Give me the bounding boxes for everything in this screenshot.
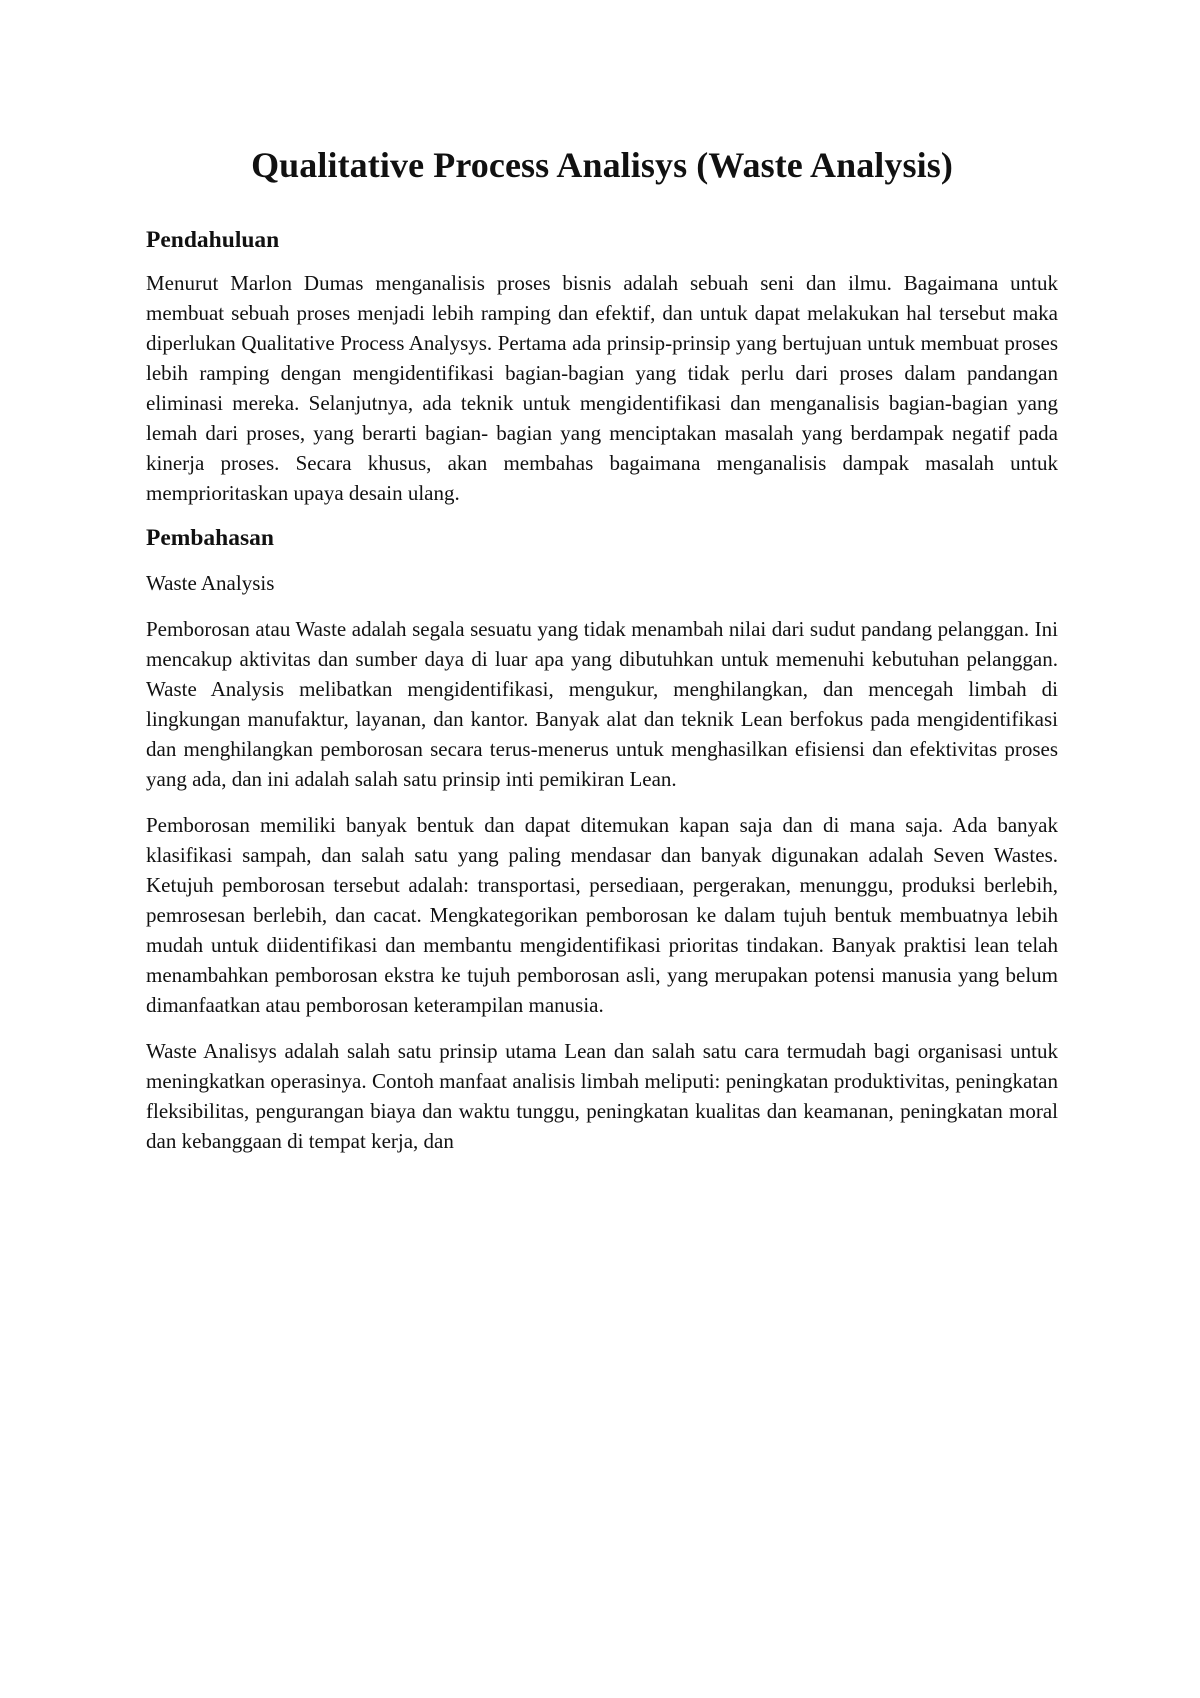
document-title: Qualitative Process Analisys (Waste Analysis) — [251, 145, 953, 185]
discussion-paragraph-3: Waste Analisys adalah salah satu prinsip utama Lean dan salah satu cara termudah bagi organisasi untuk meningkatkan operasinya. Contoh manfaat analisis limbah meliputi: peningkatan produktivitas, peningkatan fleksibilitas, pengurangan biaya dan waktu tunggu, peningkatan kualitas dan keamanan, peningkatan moral dan kebanggaan di tempat kerja, dan — [146, 1039, 1058, 1153]
subheading-waste-analysis: Waste Analysis — [146, 571, 275, 595]
intro-paragraph: Menurut Marlon Dumas menganalisis proses bisnis adalah sebuah seni dan ilmu. Bagaimana untuk membuat sebuah proses menjadi lebih ramping dan efektif, dan untuk dapat melakukan hal tersebut maka diperlukan Qualitative Process Analysys. Pertama ada prinsip-prinsip yang bertujuan untuk membuat proses lebih ramping dengan mengidentifikasi bagian-bagian yang tidak perlu dari proses dalam pandangan eliminasi mereka. Selanjutnya, ada teknik untuk mengidentifikasi dan menganalisis bagian-bagian yang lemah dari proses, yang berarti bagian- bagian yang menciptakan masalah yang berdampak negatif pada kinerja proses. Secara khusus, akan membahas bagaimana menganalisis dampak masalah untuk memprioritaskan upaya desain ulang. — [146, 271, 1058, 505]
discussion-paragraph-2: Pemborosan memiliki banyak bentuk dan dapat ditemukan kapan saja dan di mana saja. Ada banyak klasifikasi sampah, dan salah satu yang paling mendasar dan banyak digunakan adalah Seven Wastes. Ketujuh pemborosan tersebut adalah: transportasi, persediaan, pergerakan, menunggu, produksi berlebih, pemrosesan berlebih, dan cacat. Mengkategorikan pemborosan ke dalam tujuh bentuk membuatnya lebih mudah untuk diidentifikasi dan membantu mengidentifikasi prioritas tindakan. Banyak praktisi lean telah menambahkan pemborosan ekstra ke tujuh pemborosan asli, yang merupakan potensi manusia yang belum dimanfaatkan atau pemborosan keterampilan manusia. — [146, 813, 1058, 1017]
section-heading-intro: Pendahuluan — [146, 227, 280, 253]
document-page — [146, 140, 1058, 1156]
discussion-paragraph-1: Pemborosan atau Waste adalah segala sesuatu yang tidak menambah nilai dari sudut pandang pelanggan. Ini mencakup aktivitas dan sumber daya di luar apa yang dibutuhkan untuk memenuhi kebutuhan pelanggan. Waste Analysis melibatkan mengidentifikasi, mengukur, menghilangkan, dan mencegah limbah di lingkungan manufaktur, layanan, dan kantor. Banyak alat dan teknik Lean berfokus pada mengidentifikasi dan menghilangkan pemborosan secara terus-menerus untuk menghasilkan efisiensi dan efektivitas proses yang ada, dan ini adalah salah satu prinsip inti pemikiran Lean. — [146, 617, 1058, 791]
section-heading-discussion: Pembahasan — [146, 525, 274, 551]
